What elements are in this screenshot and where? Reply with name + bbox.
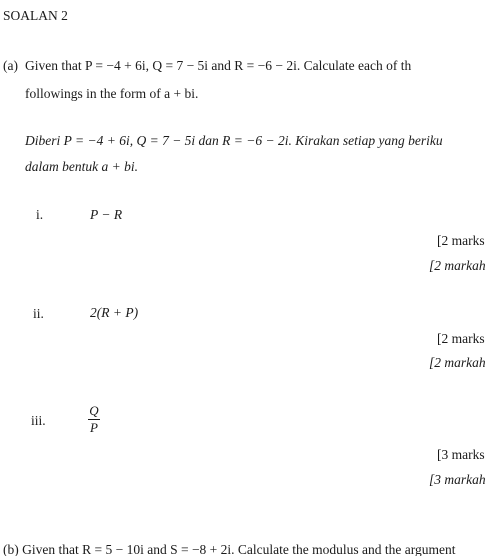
item-ii-marks-malay: [2 markah <box>429 355 486 370</box>
part-a-english-text-line-1: Given that P = −4 + 6i, Q = 7 − 5i and R = −6 − 2i. Calculate each of th <box>25 58 412 73</box>
part-b-text: (b) Given that R = 5 − 10i and S = −8 + 2i. Calculate the modulus and the argument <box>3 542 456 556</box>
item-i-expression: P − R <box>90 207 123 222</box>
item-ii-marks-english: [2 marks <box>437 331 485 346</box>
part-a-english-text-line-2: followings in the form of a + bi. <box>25 86 199 101</box>
part-a-malay-text-line-2: dalam bentuk a + bi. <box>25 159 138 174</box>
item-i-numeral: i. <box>36 207 44 222</box>
part-a-malay-text-line-1: Diberi P = −4 + 6i, Q = 7 − 5i dan R = −6 − 2i. Kirakan setiap yang beriku <box>25 133 443 148</box>
item-iii-marks-malay: [3 markah <box>429 472 486 487</box>
item-iii-numeral: iii. <box>31 413 46 428</box>
question-title: SOALAN 2 <box>3 8 68 23</box>
item-iii-fraction <box>88 404 100 435</box>
fraction-denominator: P <box>90 420 98 435</box>
fraction-numerator: Q <box>89 403 99 418</box>
item-iii-marks-english: [3 marks <box>437 447 485 462</box>
item-ii-expression: 2(R + P) <box>90 305 139 320</box>
item-i-marks-malay: [2 markah <box>429 258 486 273</box>
item-i-marks-english: [2 marks <box>437 233 485 248</box>
part-a-label: (a) <box>3 58 18 73</box>
item-ii-numeral: ii. <box>33 306 44 321</box>
